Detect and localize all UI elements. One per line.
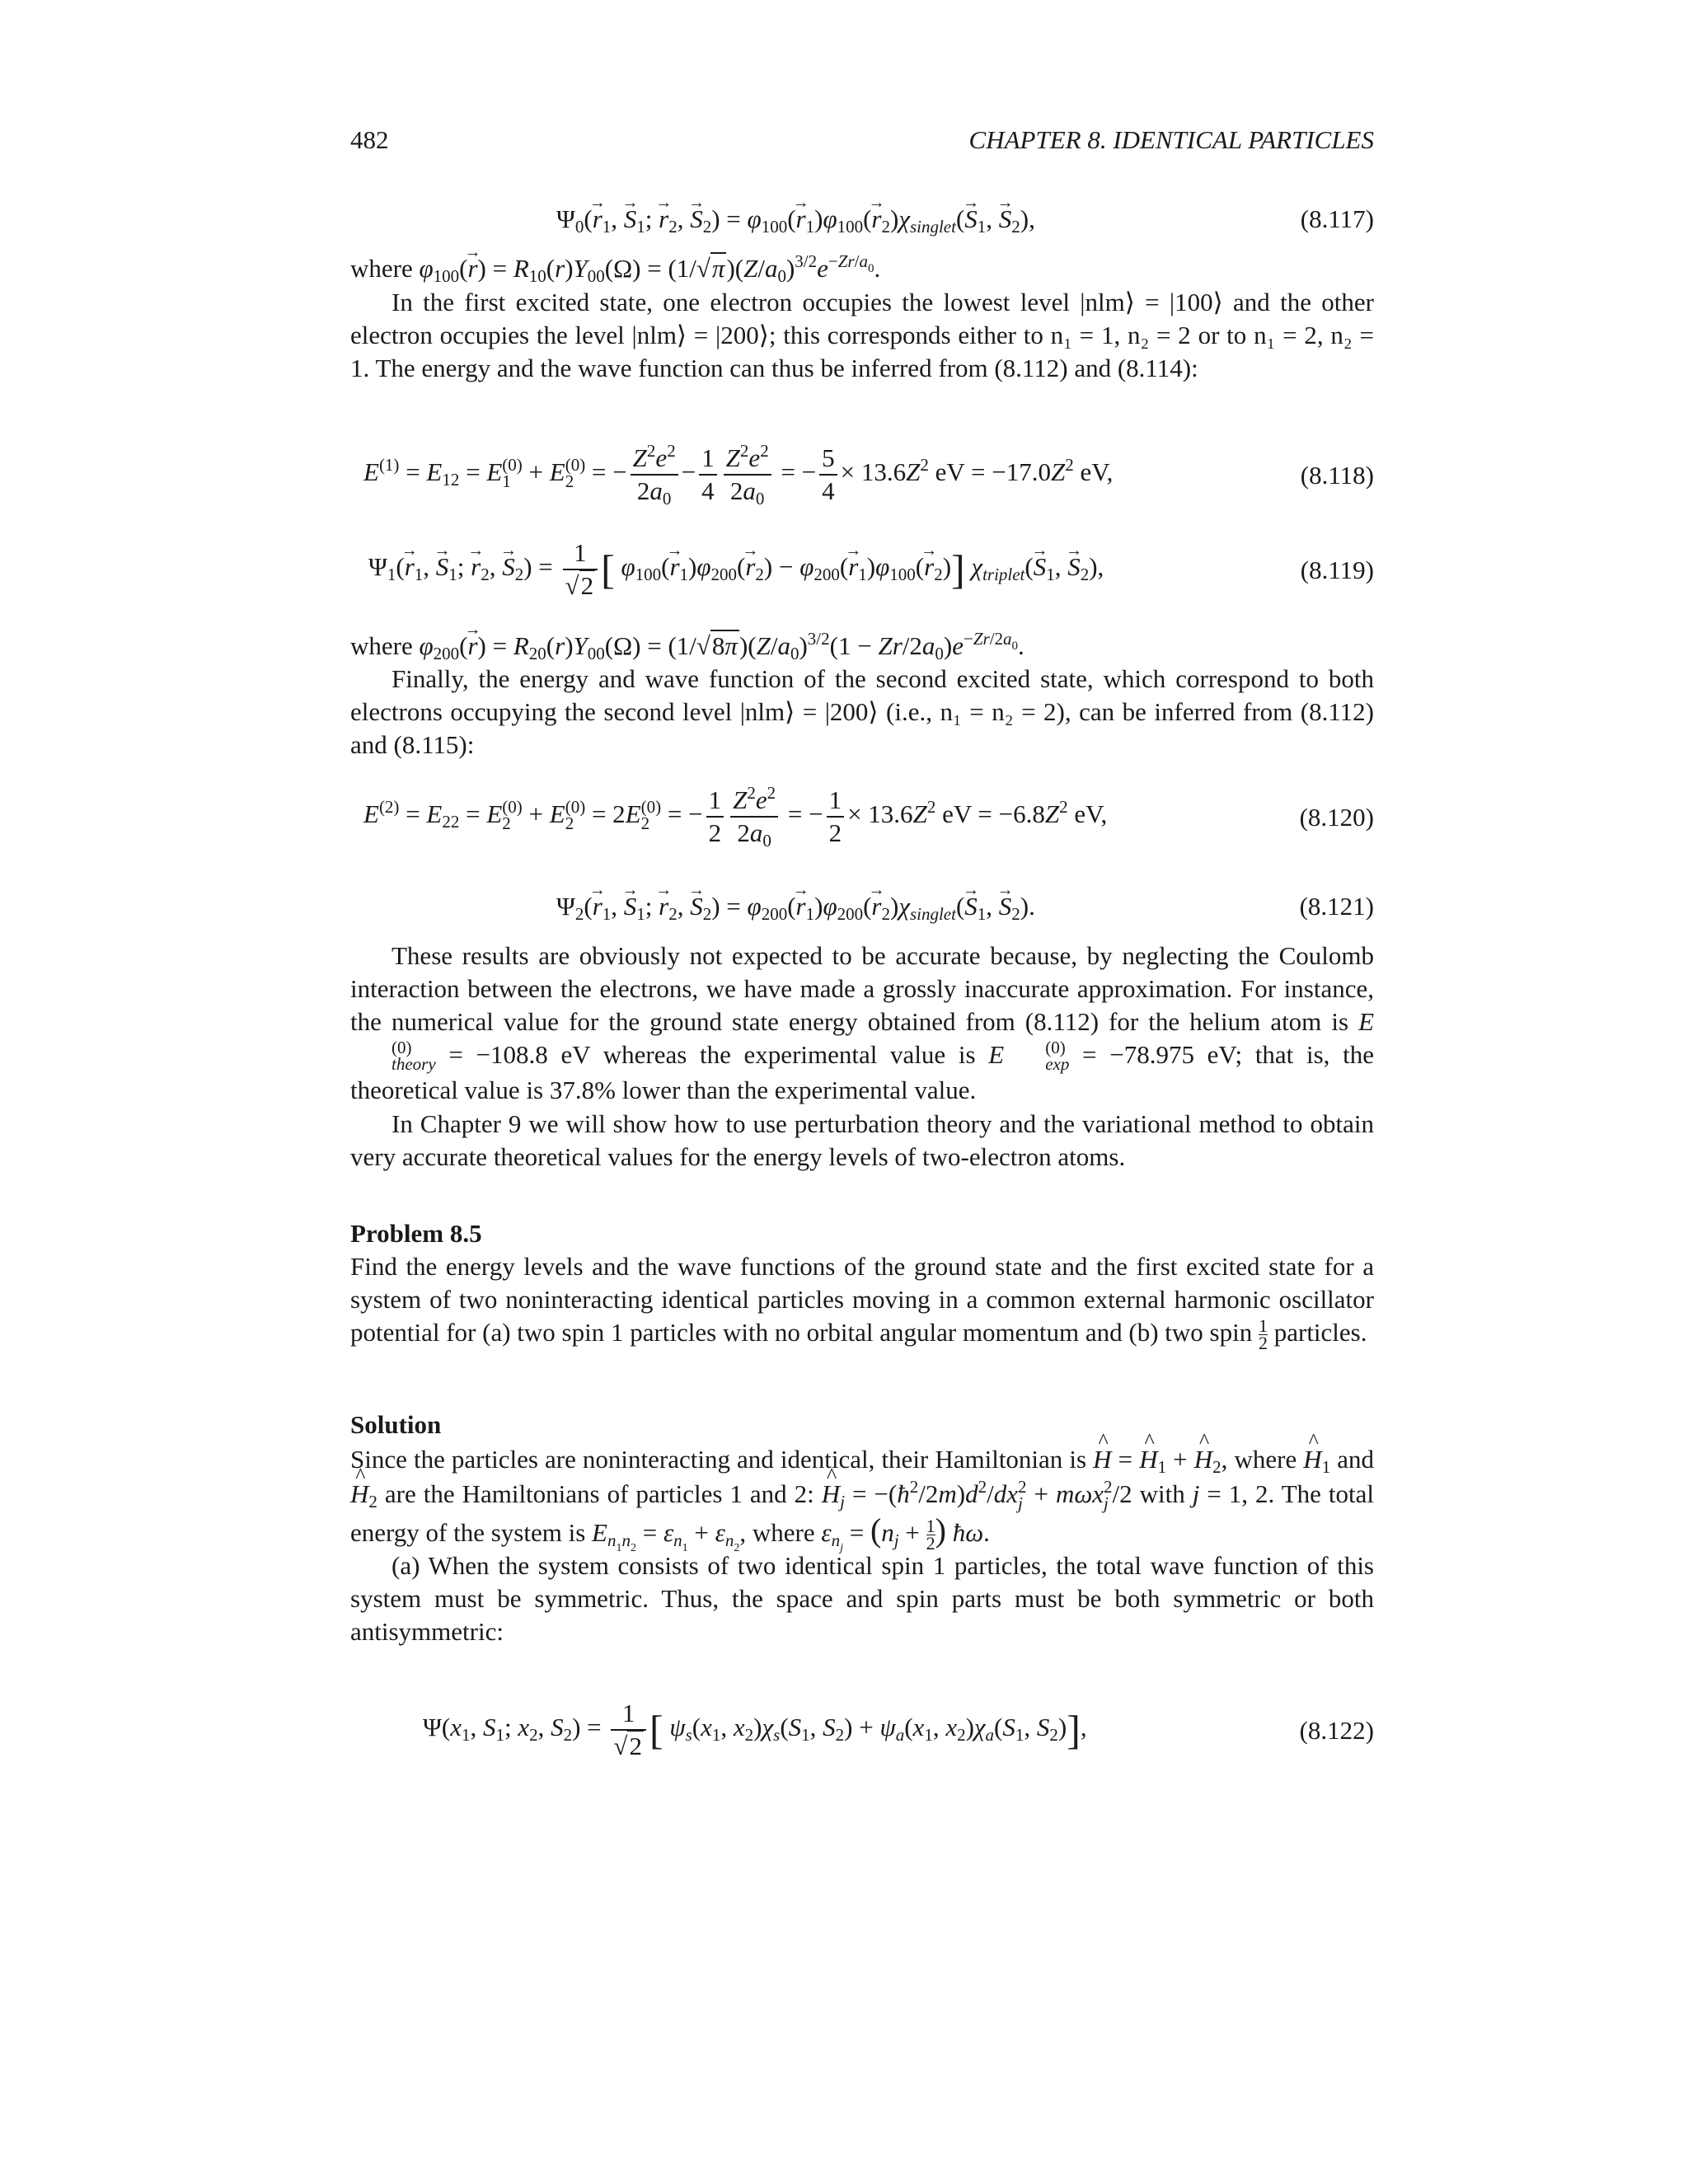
paragraph-chapter9: In Chapter 9 we will show how to use perturbation theory and the variational method to obtain very accurate theoretical values for the energy levels of two-electron atoms. [350, 1109, 1374, 1171]
paragraph-finally: Finally, the energy and wave function of the second excited state, which correspond to both electrons occupying the second level |nlm⟩ = |200⟩ (i.e., n₁ = n₂ = 2), can be inferred from (8.112) and (8.115): [350, 664, 1374, 759]
equation-number: (8.117) [1300, 204, 1374, 233]
equation-number: (8.122) [1299, 1716, 1374, 1745]
equation-8-119: $\Psi_1(\to r_1$, → $S_1$; → $r_2$, → $S_2$) = $\frac{1}{√2}$ [ $\varphi_{100}(\to r_1)\varphi_{200}(\to r_2) - \varphi_{200}(\to r_1)\varphi_{100}(\to r_2)$] $\chi_{triplet}(\to S_1$, → $S_2$), (8.119) [350, 537, 1374, 612]
problem-heading: Problem 8.5 [350, 1219, 482, 1248]
equation-8-120: $E^{(2)} = E_{22} = E$ (0) 2 + E (0) 2 = 2E (0) 2 = − $\frac{1}{2}$ $\frac{Z^2e^2}{2a_0}$ = − $\frac{1}{2}$ × $13.6Z^2$ eV = $-6.8Z^2$ eV, (8.120) [363, 783, 1374, 851]
paragraph-first-excited: In the first excited state, one electron occupies the lowest level |nlm⟩ = |100⟩ and the other electron occupies the level |nlm⟩ = |200⟩; this corresponds either to n₁ = 1, n₂ = 2 or to n₁ = 2, n₂ = 1. The energy and the wave function can thus be inferred from (8.112) and (8.114): [350, 288, 1374, 382]
page-header [350, 124, 1374, 160]
paragraph-part-a: (a) When the system consists of two identical spin 1 particles, the total wave function of this system must be symmetric. Thus, the space and spin parts must be both symmetric or both antisymmetric: [350, 1551, 1374, 1646]
equation-number: (8.120) [1299, 803, 1374, 832]
equation-8-117: $\Psi_0(\to r_1$, → $S_1$; → $r_2$, → $S_2) = \varphi_{100}(\to r_1)\varphi_{100}(\to r_2)\chi_{singlet}(\to S_1$, → $S_2$), (8.117) [350, 203, 1374, 239]
equation-8-118: $E^{(1)} = E_{12} = E$ (0) 1 + E (0) 2 = − $\frac{Z^2e^2}{2a_0}$ − $\frac{1}{4}$ $\frac{Z^2e^2}{2a_0}$ = − $\frac{5}{4}$ × $13.6Z^2$ eV = $-17.0Z^2$ eV, (8.118) [363, 441, 1374, 509]
paragraph-where-phi200: where $\varphi_{200}(\to r) = R_{20}(r)Y_{00}(\Omega) = (1/√8\pi)(Z/a_0)^{3/2}(1 - Zr/2a_0)e^{-Zr/2a_0}$. [350, 630, 1374, 663]
paragraph-problem: Find the energy levels and the wave functions of the ground state and the first excited state for a system of two noninteracting identical particles moving in a common external harmonic oscillator potential for (a) two spin 1 particles with no orbital angular momentum and (b) two spin $\frac{1}{2}$ particles. [350, 1252, 1374, 1354]
chapter-title: CHAPTER 8. IDENTICAL PARTICLES [968, 125, 1374, 154]
page-number: 482 [350, 125, 389, 154]
equation-8-121: $\Psi_2(\to r_1$, → $S_1$; → $r_2$, → $S_2) = \varphi_{200}(\to r_1)\varphi_{200}(\to r_2)\chi_{singlet}(\to S_1$, → $S_2$). (8.121) [350, 890, 1374, 926]
solution-heading: Solution [350, 1410, 442, 1439]
paragraph-where-phi100: where $\varphi_{100}(\to r) = R_{10}(r)Y_{00}(\Omega) = (1/√\pi)(Z/a_0)^{3/2}e^{-Zr/a_0}$. [350, 252, 1374, 285]
equation-number: (8.121) [1299, 892, 1374, 921]
paragraph-solution: Since the particles are noninteracting and identical, their Hamiltonian is ^ H = ^ $H_1$ + ^ $H_2$, where ^ $H_1$ and ^ $H_2$ are the Hamiltonians of particles 1 and 2: ^ $H_j$ = $-(ħ^2/2m)d^2/dx$ 2 j + mωx 2 j /2 with j = 1, 2. The total energy of the system is $E_{n_1n_2} = \varepsilon_{n_1} + \varepsilon_{n_2}$, where $\varepsilon_{n_j} = (n_j$ + $\frac{1}{2}$ ) ħω. [350, 1442, 1374, 1552]
page [350, 0, 1374, 2184]
equation-number: (8.119) [1300, 555, 1374, 584]
equation-number: (8.118) [1300, 461, 1374, 490]
equation-8-122: $\Psi(x_1$, $S_1$; $x_2$, $S_2$) = $\frac{1}{√2}$ [ $\psi_s(x_1$, $x_2)\chi_s(S_1$, $S_2) + \psi_a(x_1$, $x_2)\chi_a(S_1$, $S_2$)], (8.122) [423, 1699, 1374, 1760]
paragraph-results: These results are obviously not expected to be accurate because, by neglecting the Coulomb interaction between the electrons, we have made a grossly inaccurate approximation. For instance, the numerical value for the ground state energy obtained from (8.112) for the helium atom is E (0) theory = −108.8 eV whereas the experimental value is E (0) exp = −78.975 eV; that is, the theoretical value is 37.8% lower than the experimental value. [350, 941, 1374, 1104]
